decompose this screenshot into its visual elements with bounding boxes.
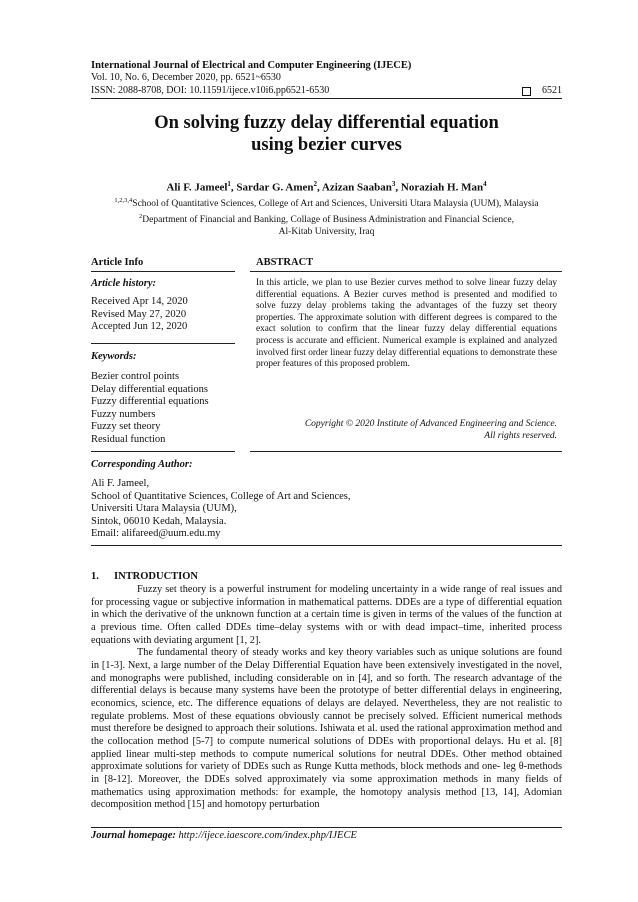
list-item: Bezier control points bbox=[91, 371, 180, 382]
list-item: Revised May 27, 2020 bbox=[91, 308, 187, 320]
corresponding-line: Universiti Utara Malaysia (UUM), bbox=[91, 503, 237, 514]
journal-issn: ISSN: 2088-8708, DOI: 10.11591/ijece.v10i6.pp6521-6530 bbox=[91, 84, 330, 96]
history-rule bbox=[91, 343, 235, 344]
paper-title bbox=[91, 112, 562, 156]
history-label: Article history: bbox=[91, 278, 157, 289]
homepage-label: Journal homepage bbox=[91, 830, 173, 841]
list-item: Residual function bbox=[91, 433, 166, 445]
introduction-body bbox=[91, 584, 562, 812]
affiliation-text: School of Quantitative Sciences, College of Art and Sciences, Universiti Utara Malaysia (UUM), Malaysia bbox=[132, 199, 539, 210]
header-rule bbox=[91, 98, 562, 99]
corresponding-line: Sintok, 06010 Kedah, Malaysia. bbox=[91, 515, 227, 527]
author-list: Ali F. Jameel$^1$, Sardar G. Amen$^2$, Azizan Saaban$^3$, Noraziah H. Man$^4$ bbox=[166, 180, 487, 194]
section-number: 1. bbox=[91, 571, 99, 582]
front-matter-rule bbox=[91, 545, 562, 546]
journal-volume: Vol. 10, No. 6, December 2020, pp. 6521~6530 bbox=[91, 72, 281, 84]
affiliations bbox=[91, 195, 562, 238]
list-item: Received Apr 14, 2020 bbox=[91, 296, 188, 307]
list-item: Fuzzy set theory bbox=[91, 421, 161, 432]
copyright-notice bbox=[256, 418, 557, 442]
keywords-rule bbox=[91, 451, 235, 452]
author-name: Noraziah H. Man bbox=[400, 181, 484, 194]
list-item: Fuzzy numbers bbox=[91, 408, 156, 420]
affiliation-sup: 1,2,3,4 bbox=[114, 197, 133, 204]
author-sup: 3 bbox=[391, 180, 396, 188]
list-item: Delay differential equations bbox=[91, 383, 209, 395]
running-header bbox=[91, 60, 562, 97]
article-info-heading: Article Info bbox=[91, 257, 144, 268]
corresponding-line: Ali F. Jameel, bbox=[91, 478, 150, 489]
affiliation-text: Department of Financial and Banking, Collage of Business Administration and Financial Science, bbox=[142, 214, 514, 225]
author-sup: 1 bbox=[227, 180, 231, 188]
abstract-bottom-rule bbox=[250, 451, 562, 452]
abstract-rule bbox=[250, 271, 562, 272]
title-line-2: using bezier curves bbox=[251, 135, 402, 155]
copyright-line-2: All rights reserved. bbox=[484, 431, 557, 441]
corresponding-email: Email: alifareed@uum.edu.my bbox=[91, 528, 221, 539]
author-sup: 4 bbox=[483, 180, 487, 188]
footer-rule bbox=[91, 827, 562, 828]
list-item: Accepted Jun 12, 2020 bbox=[91, 321, 188, 332]
abstract-heading: ABSTRACT bbox=[256, 257, 314, 268]
author-sup: 2 bbox=[313, 180, 317, 188]
history-list bbox=[91, 296, 188, 334]
affiliation-text: Al-Kitab University, Iraq bbox=[278, 226, 375, 237]
section-heading bbox=[91, 571, 198, 582]
page-number: 6521 bbox=[542, 84, 562, 96]
keywords-label: Keywords: bbox=[91, 351, 137, 362]
square-bullet-icon bbox=[522, 87, 531, 96]
keywords-list bbox=[91, 371, 209, 446]
author-name: Sardar G. Amen bbox=[236, 181, 314, 194]
corresponding-author bbox=[91, 478, 351, 541]
corresponding-label: Corresponding Author: bbox=[91, 459, 193, 470]
title-line-1: On solving fuzzy delay differential equation bbox=[154, 113, 499, 133]
article-info-rule bbox=[91, 271, 235, 272]
author-name: Ali F. Jameel bbox=[166, 181, 228, 194]
section-title: INTRODUCTION bbox=[114, 571, 199, 582]
abstract-text: In this article, we plan to use Bezier curves method to solve linear fuzzy delay differential equations. A Bezier curves method is presented and modified to solve fuzzy delay problems taking the advantages of the fuzzy set theory properties. The approximate solution with different degrees is compared to the exact solution to confirm that the linear fuzzy delay differential equations process is accurate and efficient. Numerical example is explained and analyzed involved first order linear fuzzy delay differential equations to demonstrate these proper features of this proposed problem. bbox=[256, 278, 557, 370]
corresponding-line: School of Quantitative Sciences, College of Art and Sciences, bbox=[91, 490, 351, 502]
affiliation-sup: 2 bbox=[139, 212, 143, 220]
paragraph: The fundamental theory of steady works and key theory variables such as unique solutions are found in [1-3]. Next, a large number of the Delay Differential Equation have been extensively investigated in the novel, and monographs were published, including considerable on in [4], and so forth. The research advantage of the differential delays is because many systems have been the prototype of better differential delays in engineering, economics, science, etc. The difference equations of delays are delayed. Nevertheless, they are not realistic to regulate problems. Most of these equations obviously cannot be precisely solved. Efficient numerical methods must therefore be designed to approach their solutions. Ishiwata et al. used the rational approximation method and the collocation method [5-7] to compute numerical solutions of DDEs with proportional delays. Hu et al. [8] applied linear multi-step methods to compute numerical solutions for neutral DDEs. Other method obtained approximate solutions for variety of DDEs such as Runge Kutta methods, block methods and one- leg θ-methods in [8-12]. Moreover, the DDEs solved approximately via some approximation methods in many fields of mathematics using approximation methods: for example, the homotopy analysis method [13, 14], Adomian decomposition method [15] and homotopy perturbation bbox=[91, 647, 562, 811]
copyright-line-1: Copyright © 2020 Institute of Advanced Engineering and Science. bbox=[304, 419, 557, 429]
homepage-link[interactable]: http://ijece.iaescore.com/index.php/IJECE bbox=[178, 830, 357, 841]
journal-homepage: Journal homepage: http://ijece.iaescore.com/index.php/IJECE bbox=[91, 830, 357, 841]
paragraph: Fuzzy set theory is a powerful instrument for modeling uncertainty in a wide range of real issues and for processing vague or subjective information in mathematical patterns. DDEs are a type of differential equation in which the derivative of the unknown function at a certain time is given in terms of the values of the function at a previous time. Often called DDEs time–delay systems with or with dead impact–time, inherited process equations with deviating argument [1, 2]. bbox=[91, 584, 562, 646]
list-item: Fuzzy differential equations bbox=[91, 396, 209, 407]
journal-name: International Journal of Electrical and Computer Engineering (IJECE) bbox=[91, 60, 412, 71]
author-name: Azizan Saaban bbox=[321, 181, 392, 194]
